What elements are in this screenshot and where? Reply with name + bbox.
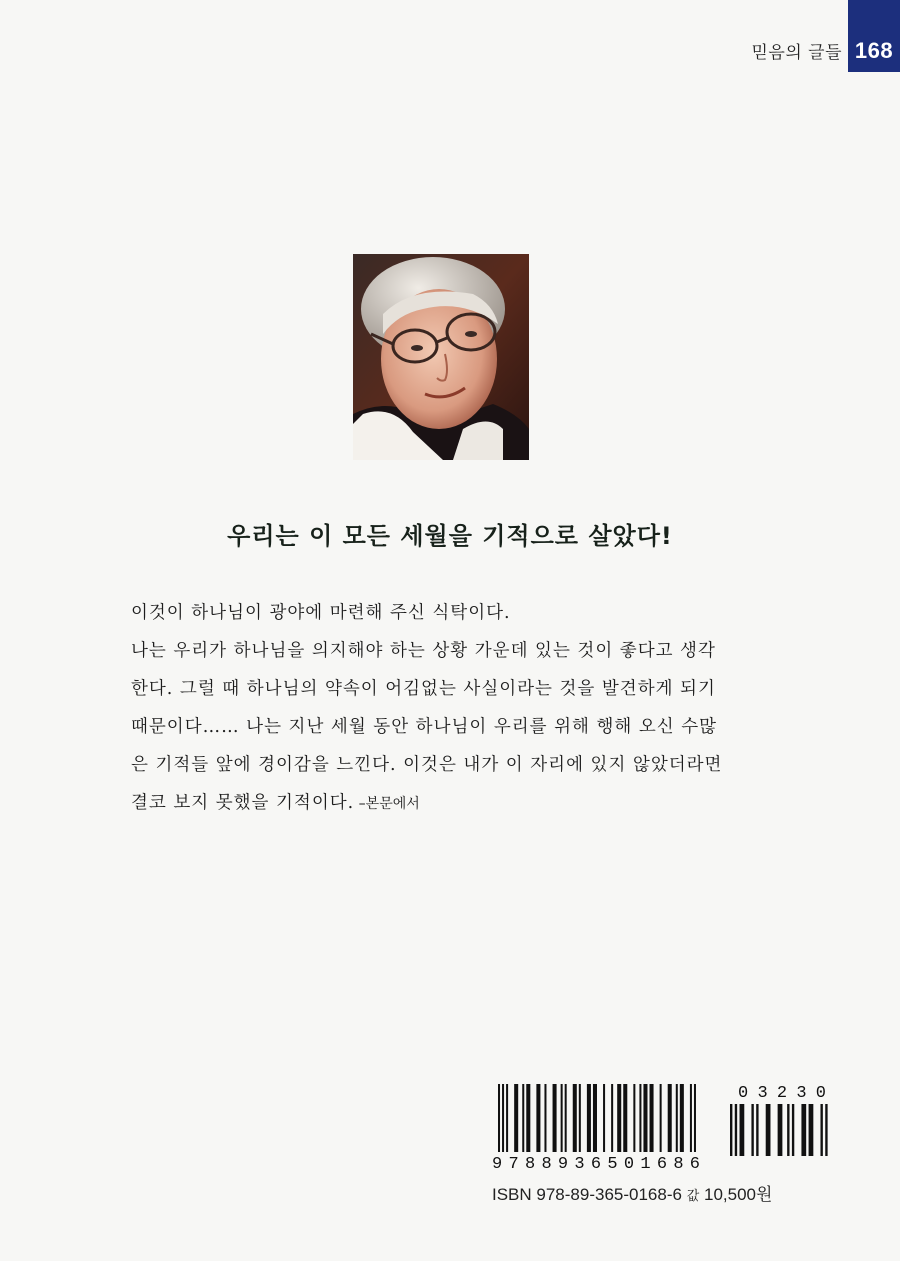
barcode-bar: [536, 1084, 540, 1152]
barcode-bar: [820, 1104, 822, 1156]
barcode-bar: [617, 1084, 621, 1152]
barcode-bar: [579, 1084, 581, 1152]
barcode-bar: [668, 1084, 672, 1152]
barcode-bar: [787, 1104, 789, 1156]
barcode-bar: [694, 1084, 696, 1152]
headline: 우리는 이 모든 세월을 기적으로 살았다!: [227, 522, 673, 550]
barcode-bar: [756, 1104, 758, 1156]
barcode-bar: [825, 1104, 827, 1156]
author-portrait: [353, 254, 529, 460]
barcode-main-bars: [498, 1084, 696, 1152]
barcode-bar: [522, 1084, 524, 1152]
barcode-bar: [623, 1084, 627, 1152]
barcode-bar: [643, 1084, 647, 1152]
barcode-bar: [506, 1084, 508, 1152]
series-number-badge: 168: [848, 30, 900, 72]
barcode-bar: [660, 1084, 662, 1152]
barcode-bar: [561, 1084, 563, 1152]
barcode-addon-bars: [730, 1104, 828, 1156]
body-text: [131, 594, 781, 823]
barcode-bar: [650, 1084, 654, 1152]
body-line: 은 기적들 앞에 경이감을 느낀다. 이것은 내가 이 자리에 있지 않았더라면: [131, 755, 723, 775]
body-line: 나는 우리가 하나님을 의지해야 하는 상황 가운데 있는 것이 좋다고 생각: [131, 641, 716, 661]
barcode-bar: [730, 1104, 732, 1156]
barcode-bar: [553, 1084, 557, 1152]
barcode-bar: [565, 1084, 567, 1152]
barcode-bar: [526, 1084, 530, 1152]
barcode-bar: [766, 1104, 771, 1156]
barcode-bar: [611, 1084, 613, 1152]
barcode-bar: [593, 1084, 597, 1152]
barcode-bar: [573, 1084, 577, 1152]
barcode-main-digits: 9788936501686: [492, 1155, 700, 1170]
price-label: 값: [686, 1189, 700, 1204]
barcode-bar: [544, 1084, 546, 1152]
barcode-bar: [676, 1084, 678, 1152]
isbn-price-line: [492, 1180, 832, 1205]
price-value: 10,500원: [704, 1185, 773, 1204]
barcode-bar: [498, 1084, 500, 1152]
barcode-bar: [680, 1084, 684, 1152]
body-line: [131, 784, 781, 823]
barcode-bar: [809, 1104, 814, 1156]
barcode-bar: [639, 1084, 641, 1152]
isbn-text: ISBN 978-89-365-0168-6: [492, 1185, 682, 1204]
barcode-addon-digits: 03230: [738, 1084, 826, 1103]
barcode-bar: [502, 1084, 504, 1152]
body-line-text: 결코 보지 못했을 기적이다.: [131, 793, 355, 813]
barcode-bar: [792, 1104, 794, 1156]
barcode-bar: [514, 1084, 518, 1152]
barcode-bar: [735, 1104, 737, 1156]
isbn-barcode: [490, 1080, 840, 1170]
barcode-bar: [603, 1084, 605, 1152]
barcode-bar: [778, 1104, 783, 1156]
barcode-bar: [751, 1104, 753, 1156]
barcode-bar: [740, 1104, 745, 1156]
body-line: 한다. 그럴 때 하나님의 약속이 어김없는 사실이라는 것을 발견하게 되기: [131, 679, 716, 699]
barcode-bar: [690, 1084, 692, 1152]
body-line: 이것이 하나님이 광야에 마련해 주신 식탁이다.: [131, 603, 511, 623]
barcode-bar: [587, 1084, 591, 1152]
body-line: 때문이다…… 나는 지난 세월 동안 하나님이 우리를 위해 행해 오신 수많: [131, 717, 718, 737]
source-note: –본문에서: [354, 796, 420, 812]
barcode-bar: [633, 1084, 635, 1152]
series-label: 믿음의 글들: [751, 43, 842, 63]
barcode-bar: [801, 1104, 806, 1156]
